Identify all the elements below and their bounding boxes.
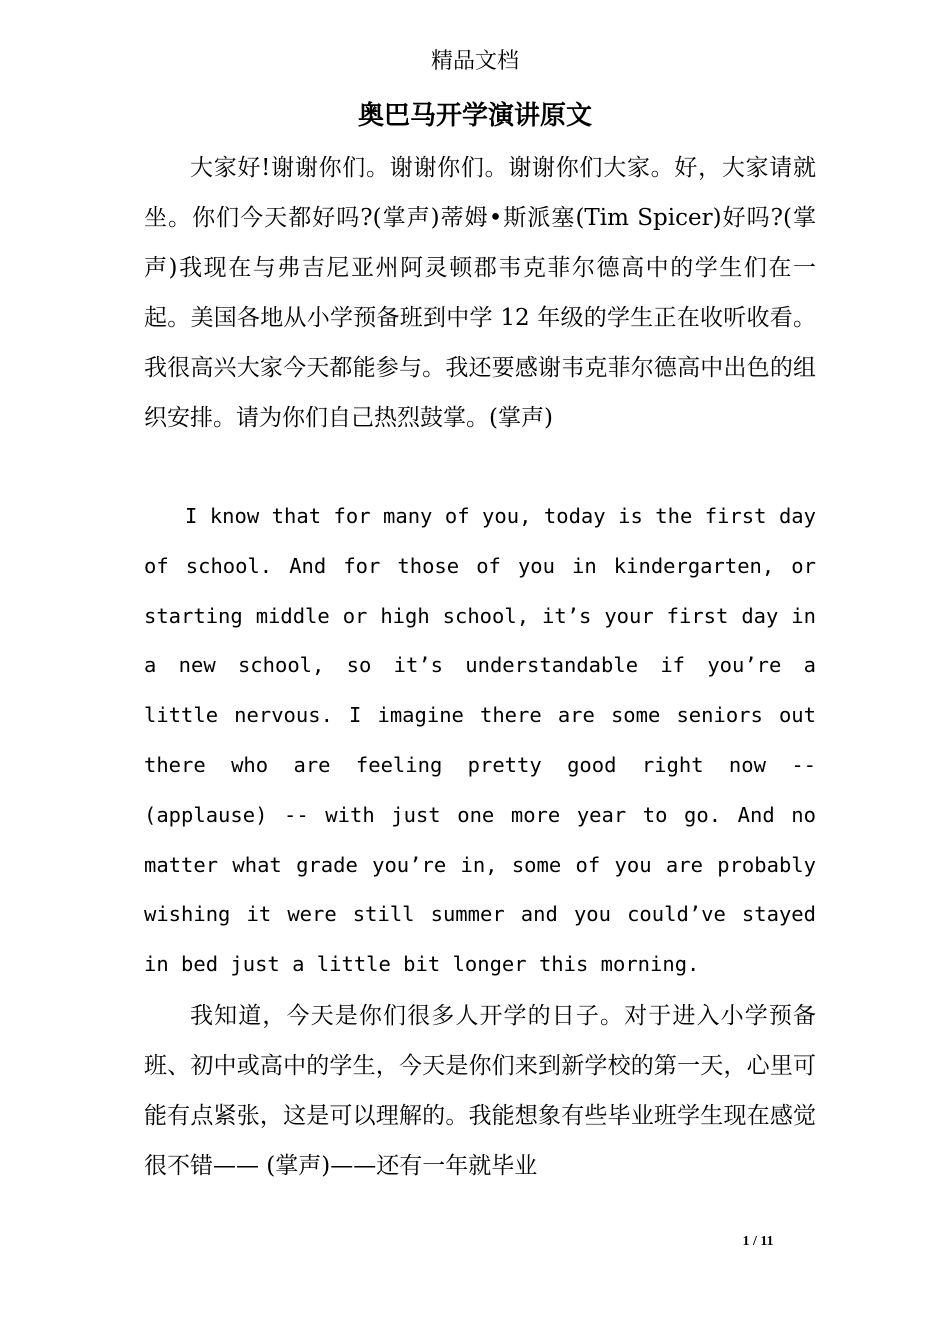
paragraph-chinese-intro: 大家好!谢谢你们。谢谢你们。谢谢你们大家。好，大家请就坐。你们今天都好吗?(掌声)蒂姆•斯派塞(Tim Spicer)好吗?(掌声)我现在与弗吉尼亚州阿灵顿郡韦克菲尔德高中的学生们在一起。美国各地从小学预备班到中学 12 年级的学生正在收听收看。我很高兴大家今天都能参与。我还要感谢韦克菲尔德高中出色的组织安排。请为你们自己热烈鼓掌。(掌声) bbox=[144, 155, 816, 431]
document-title: 奥巴马开学演讲原文 bbox=[357, 101, 592, 131]
paragraph-english: I know that for many of you, today is the first day of school. And for those of you in kindergarten, or starting middle or high school, it’s your first day in a new school, so it’s understandable if you’re a little nervous. I imagine there are some seniors out there who are feeling pretty good right now -- (applause) -- with just one more year to go. And no matter what grade you’re in, some of you are probably wishing it were still summer and you could’ve stayed in bed just a little bit longer this morning. bbox=[144, 504, 816, 977]
page-header: 精品文档 bbox=[430, 49, 519, 74]
paragraph-chinese-translation: 我知道，今天是你们很多人开学的日子。对于进入小学预备班、初中或高中的学生，今天是你们来到新学校的第一天，心里可能有点紧张，这是可以理解的。我能想象有些毕业班学生现在感觉很不错—— (掌声)——还有一年就毕业 bbox=[144, 1003, 816, 1179]
page-number: 1 / 11 bbox=[742, 1234, 774, 1249]
